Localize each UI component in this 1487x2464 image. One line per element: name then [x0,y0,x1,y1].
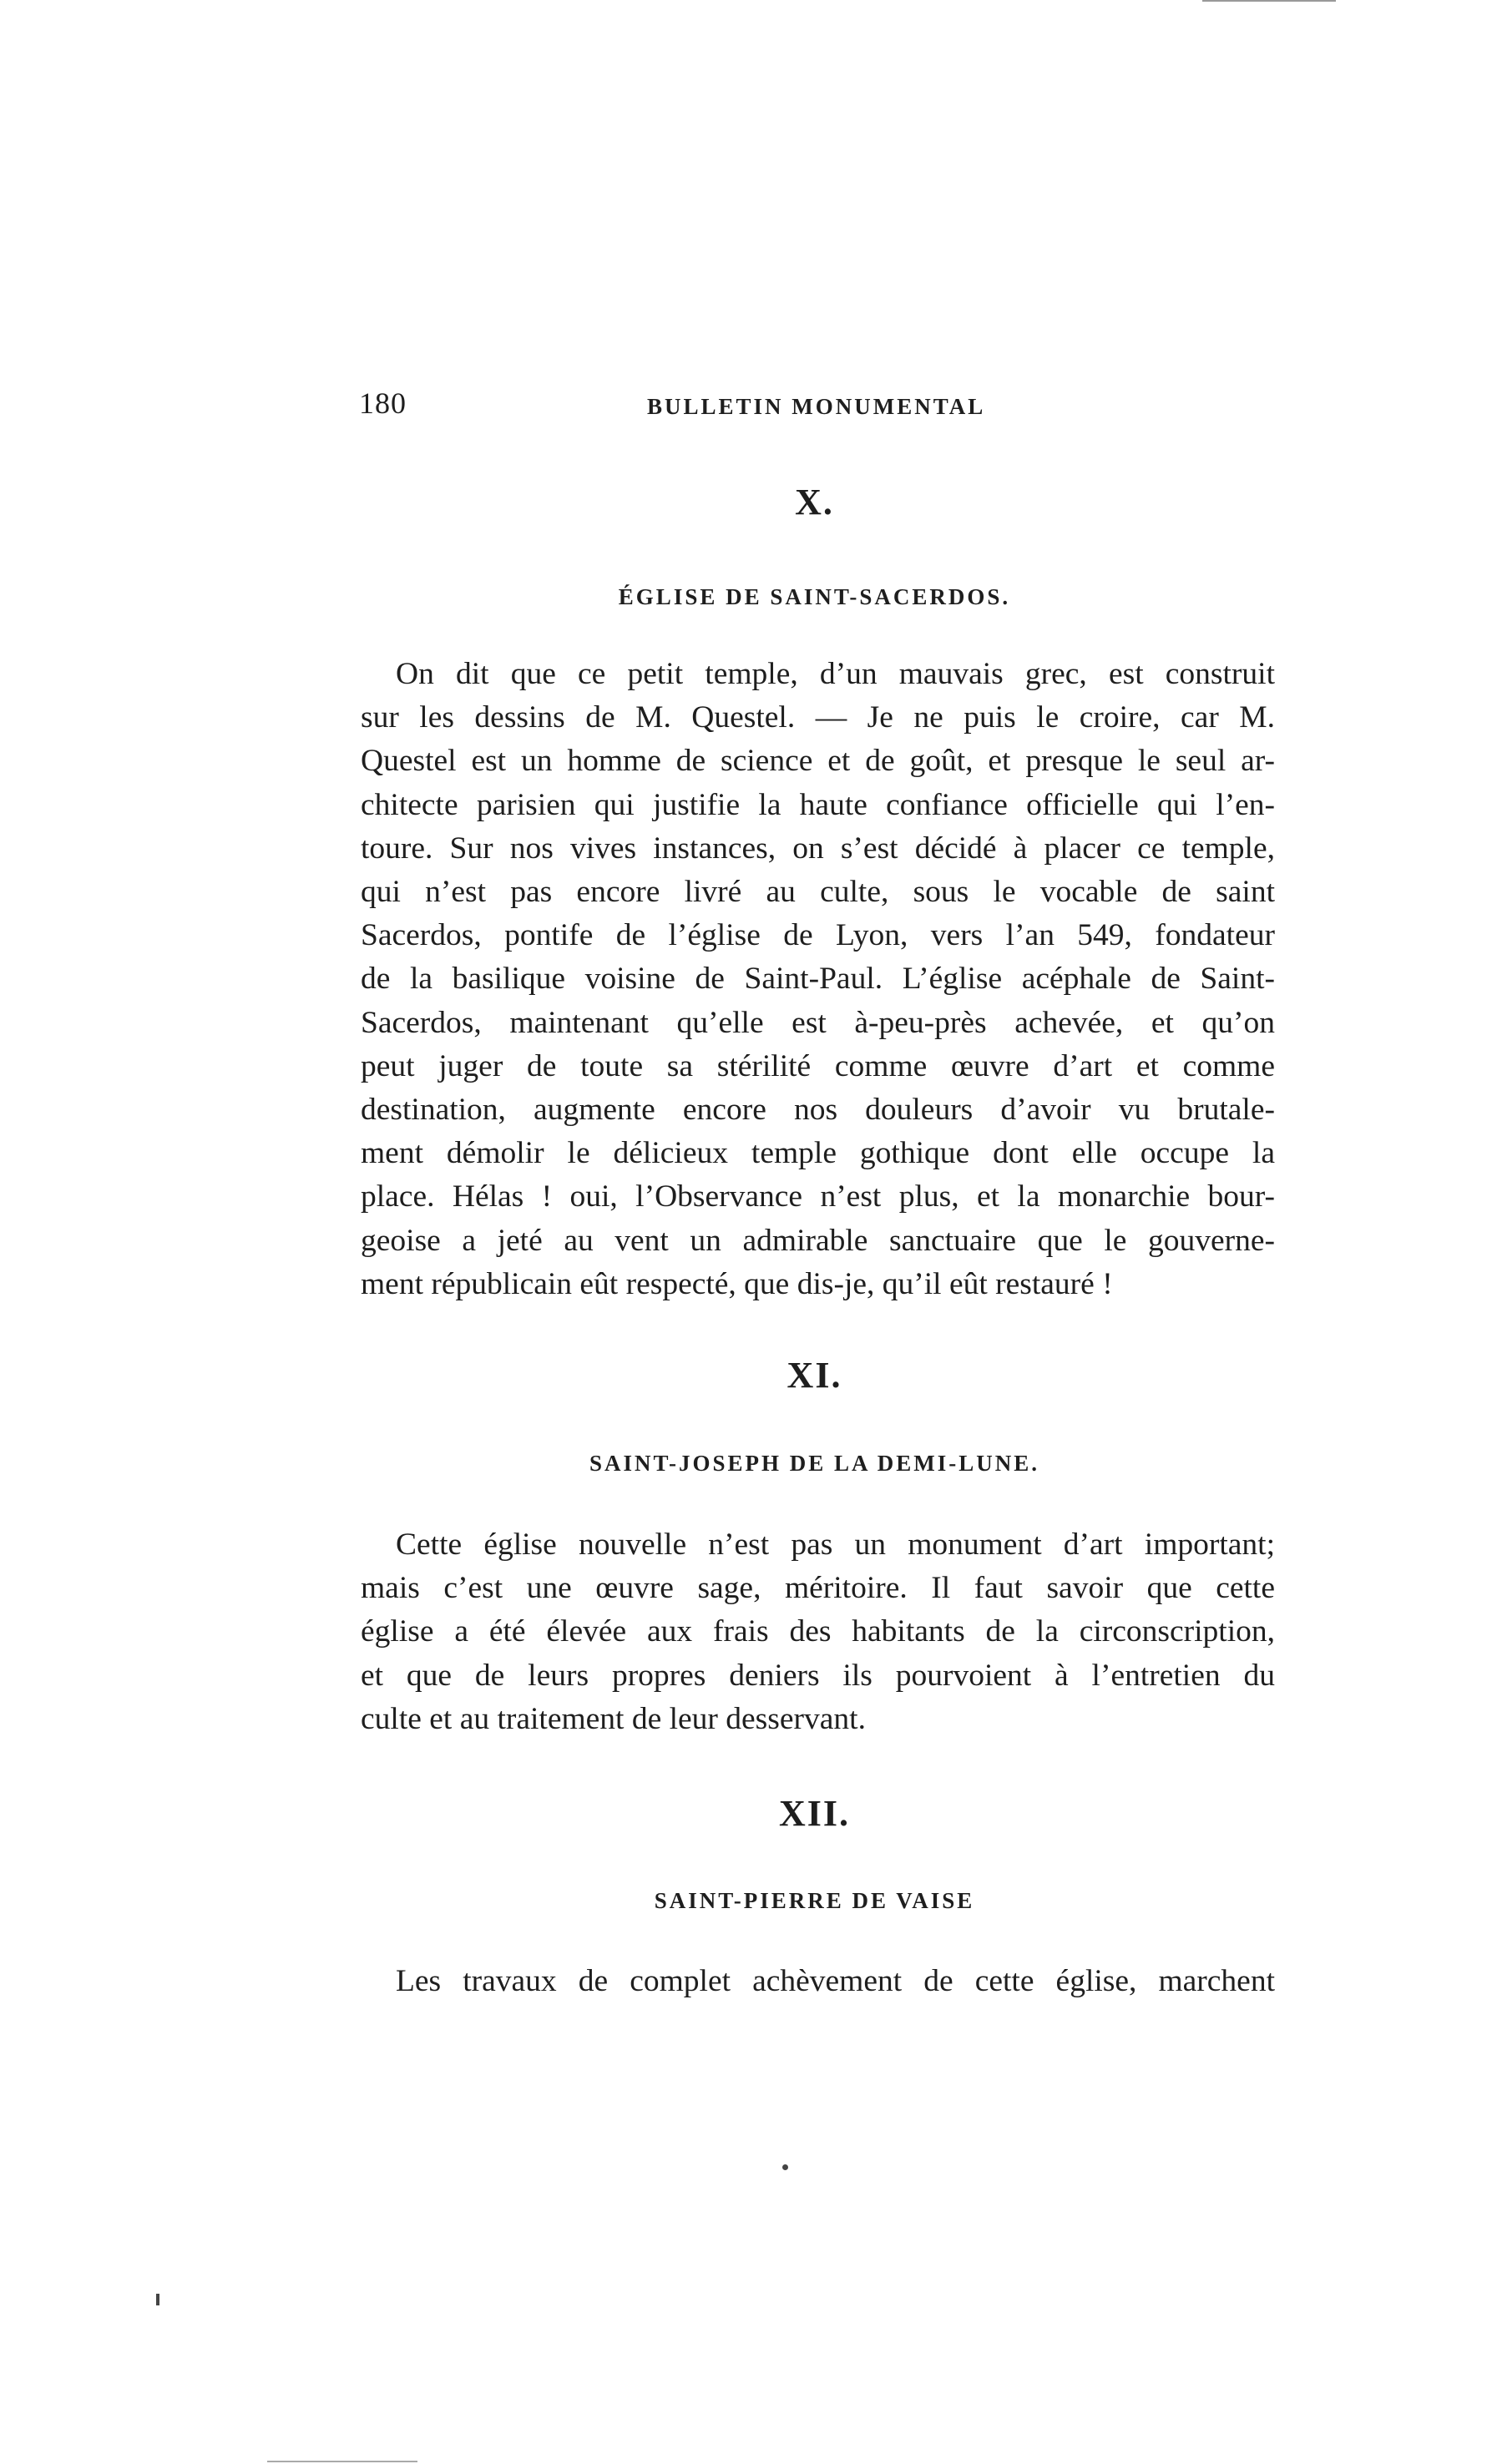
text-line: toure. Sur nos vives instances, on s’est décidé à placer ce temple, [361,831,1275,866]
text-line: destination, augmente encore nos douleurs d’avoir vu brutale- [361,1093,1275,1128]
text-line: place. Hélas ! oui, l’Observance n’est plus, et la monarchie bour- [361,1179,1275,1214]
text-line: qui n’est pas encore livré au culte, sous le vocable de saint [361,875,1275,910]
section-numeral-x: X. [795,482,834,523]
text-line: culte et au traitement de leur desservant. [361,1701,866,1736]
text-line: chitecte parisien qui justifie la haute confiance officielle qui l’en- [361,787,1275,822]
page-number: 180 [359,386,407,420]
section-title-saint-pierre: SAINT-PIERRE DE VAISE [654,1888,975,1913]
section-numeral-xi: XI. [786,1355,842,1396]
scan-edge-mark [267,2461,417,2462]
text-line: Les travaux de complet achèvement de cette église, marchent [396,1964,1275,1998]
text-line: ment démolir le délicieux temple gothique dont elle occupe la [361,1136,1275,1171]
paragraph-saint-pierre [361,1960,1275,2003]
text-line: sur les dessins de M. Questel. — Je ne puis le croire, car M. [361,700,1275,735]
text-line: ment républicain eût respecté, que dis-je, qu’il eût restauré ! [361,1266,1113,1301]
text-line: peut juger de toute sa stérilité comme œuvre d’art et comme [361,1048,1275,1083]
section-numeral-xii: XII. [778,1793,851,1834]
ink-speck [156,2294,159,2305]
running-title: BULLETIN MONUMENTAL [647,394,986,419]
scan-edge-mark [1202,0,1336,2]
section-title-saint-sacerdos: ÉGLISE DE SAINT-SACERDOS. [618,584,1011,609]
ink-speck [782,2164,788,2170]
section-title-saint-joseph: SAINT-JOSEPH DE LA DEMI-LUNE. [589,1451,1040,1476]
text-line: geoise a jeté au vent un admirable sanctuaire que le gouverne- [361,1223,1275,1258]
text-line: église a été élevée aux frais des habitants de la circonscription, [361,1614,1275,1649]
text-line: et que de leurs propres deniers ils pourvoient à l’entretien du [361,1658,1275,1693]
text-line: On dit que ce petit temple, d’un mauvais grec, est construit [396,657,1275,691]
text-line: Sacerdos, pontife de l’église de Lyon, vers l’an 549, fondateur [361,918,1275,953]
text-line: Questel est un homme de science et de goût, et presque le seul ar- [361,744,1275,779]
paragraph-saint-sacerdos [361,653,1275,1306]
running-head [359,386,1277,427]
paragraph-saint-joseph [361,1523,1275,1741]
text-line: de la basilique voisine de Saint-Paul. L’église acéphale de Saint- [361,962,1275,997]
text-line: mais c’est une œuvre sage, méritoire. Il faut savoir que cette [361,1571,1275,1606]
text-line: Cette église nouvelle n’est pas un monument d’art important; [396,1527,1275,1562]
text-line: Sacerdos, maintenant qu’elle est à-peu-près achevée, et qu’on [361,1005,1275,1040]
